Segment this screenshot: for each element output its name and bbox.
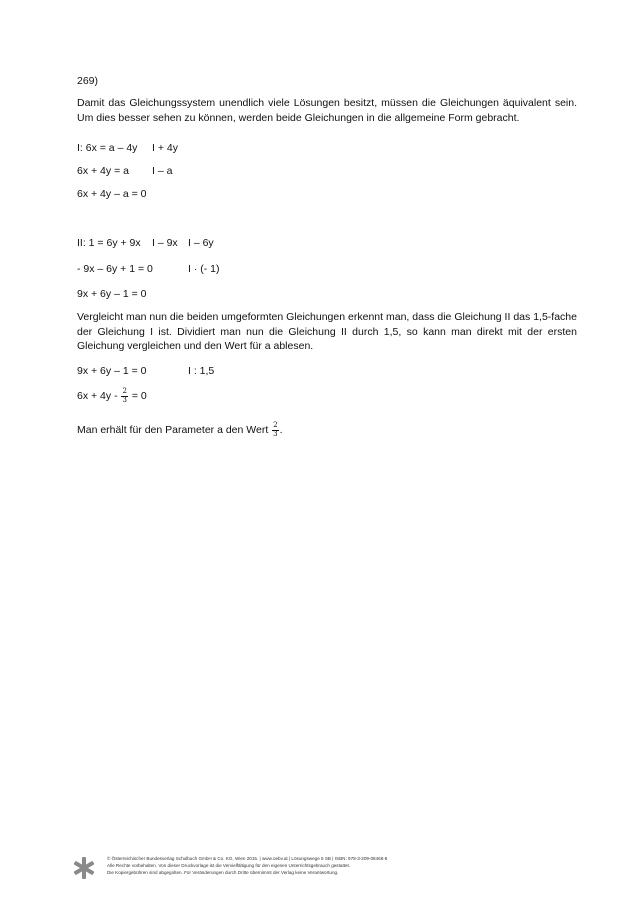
- exercise-number: 269): [77, 75, 99, 87]
- eq1-line3: 6x + 4y – a = 0: [77, 188, 147, 200]
- div-op1: I : 1,5: [188, 365, 215, 377]
- eq1-op2: I – a: [152, 165, 173, 177]
- eq1-line2: 6x + 4y = a: [77, 165, 129, 177]
- result-period: .: [279, 423, 283, 436]
- fraction-numerator: 2: [122, 387, 127, 395]
- publisher-logo-icon: [72, 856, 96, 880]
- eq2-op1: I – 9x: [152, 237, 178, 249]
- eq2-line2: - 9x – 6y + 1 = 0: [77, 263, 153, 275]
- result-text: Man erhält für den Parameter a den Wert: [77, 423, 269, 436]
- fraction-denominator: 3: [122, 395, 127, 404]
- eq2-line1: II: 1 = 6y + 9x: [77, 237, 141, 249]
- div-line1: 9x + 6y – 1 = 0: [77, 365, 147, 377]
- eq1-op1: I + 4y: [152, 142, 178, 154]
- eq2-op1b: I – 6y: [188, 237, 214, 249]
- result-fraction-denominator: 3: [273, 429, 278, 438]
- eq2-op2: I · (- 1): [188, 263, 220, 275]
- footer-line1: © Österreichischer Bundesverlag Schulbuch GmbH & Co. KG, Wien 2015. | www.oebv.at | Lösungswege 5 SB | ISBN: 978-3-209-08466-8: [107, 856, 388, 861]
- footer-line3: Die Kopiergebühren sind abgegolten. Für Veränderungen durch Dritte übernimmt der Verlag keine Verantwortung.: [107, 870, 339, 875]
- eq1-line1: I: 6x = a – 4y: [77, 142, 138, 154]
- div-line2: [77, 388, 147, 404]
- eq2-line3: 9x + 6y – 1 = 0: [77, 288, 147, 300]
- result-fraction: [272, 422, 278, 438]
- div-line2-prefix: 6x + 4y -: [77, 389, 118, 402]
- div-line2-suffix: = 0: [131, 389, 147, 402]
- result-fraction-numerator: 2: [273, 421, 278, 429]
- result-line: [77, 422, 283, 438]
- compare-paragraph: Vergleicht man nun die beiden umgeformten Gleichungen erkennt man, dass die Gleichung II das 1,5-fache der Gleichung I ist. Dividiert man nun die Gleichung II durch 1,5, so kann man direkt mit der ersten Gleichung vergleichen und den Wert für a ablesen.: [77, 311, 577, 352]
- fraction-two-thirds: [121, 388, 127, 404]
- intro-paragraph: Damit das Gleichungssystem unendlich viele Lösungen besitzt, müssen die Gleichungen äquivalent sein. Um dies besser sehen zu können, werden beide Gleichungen in die allgemeine Form gebracht.: [77, 97, 577, 124]
- footer: [107, 855, 387, 876]
- footer-line2: Alle Rechte vorbehalten. Von dieser Druckvorlage ist die Vervielfältigung für den eigenen Unterrichtsgebrauch gestattet.: [107, 863, 351, 868]
